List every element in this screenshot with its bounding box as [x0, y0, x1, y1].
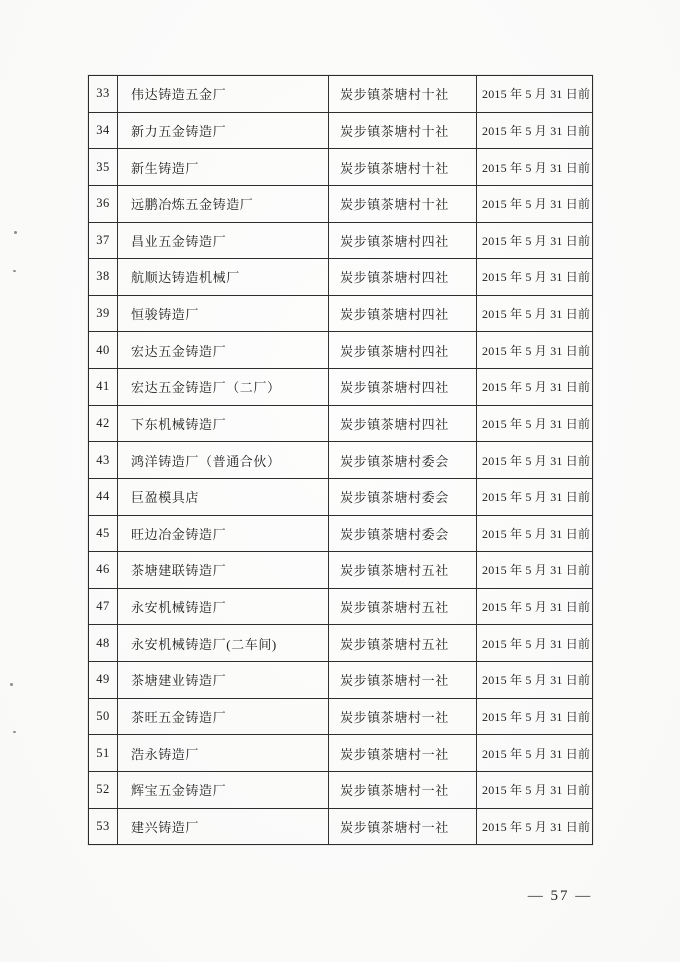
row-number-cell: 38	[89, 259, 118, 295]
table-row	[89, 552, 592, 589]
location-cell: 炭步镇茶塘村一社	[329, 735, 477, 771]
row-number-cell: 53	[89, 809, 118, 845]
deadline-cell: 2015 年 5 月 31 日前	[482, 233, 591, 248]
factory-name-cell: 巨盈模具店	[118, 479, 329, 515]
factory-name-cell: 鸿洋铸造厂（普通合伙）	[118, 442, 329, 478]
deadline-cell: 2015 年 5 月 31 日前	[482, 673, 591, 688]
factory-closure-table	[88, 75, 593, 845]
factory-name-cell: 宏达五金铸造厂	[118, 332, 329, 368]
table-row	[89, 479, 592, 516]
table-row	[89, 406, 592, 443]
table-row	[89, 369, 592, 406]
factory-name-cell: 远鹏冶炼五金铸造厂	[118, 186, 329, 222]
row-number-cell: 52	[89, 772, 118, 808]
table-row	[89, 332, 592, 369]
table-row	[89, 296, 592, 333]
row-number-cell: 40	[89, 332, 118, 368]
deadline-cell: 2015 年 5 月 31 日前	[482, 197, 591, 212]
factory-name-cell: 永安机械铸造厂(二车间)	[118, 625, 329, 661]
deadline-cell: 2015 年 5 月 31 日前	[482, 563, 591, 578]
row-number-cell: 46	[89, 552, 118, 588]
table-row	[89, 223, 592, 260]
deadline-cell: 2015 年 5 月 31 日前	[482, 819, 591, 834]
deadline-cell: 2015 年 5 月 31 日前	[482, 343, 591, 358]
scan-speck	[14, 231, 17, 234]
location-cell: 炭步镇茶塘村四社	[329, 223, 477, 259]
factory-name-cell: 茶塘建联铸造厂	[118, 552, 329, 588]
deadline-cell: 2015 年 5 月 31 日前	[482, 783, 591, 798]
row-number-cell: 39	[89, 296, 118, 332]
table-row	[89, 625, 592, 662]
row-number-cell: 35	[89, 149, 118, 185]
row-number-cell: 51	[89, 735, 118, 771]
table-row	[89, 699, 592, 736]
factory-name-cell: 建兴铸造厂	[118, 809, 329, 845]
table-row	[89, 516, 592, 553]
factory-name-cell: 航顺达铸造机械厂	[118, 259, 329, 295]
factory-name-cell: 下东机械铸造厂	[118, 406, 329, 442]
row-number-cell: 44	[89, 479, 118, 515]
scan-speck	[13, 270, 16, 272]
location-cell: 炭步镇茶塘村十社	[329, 113, 477, 149]
factory-name-cell: 新力五金铸造厂	[118, 113, 329, 149]
location-cell: 炭步镇茶塘村五社	[329, 625, 477, 661]
location-cell: 炭步镇茶塘村委会	[329, 479, 477, 515]
table-row	[89, 442, 592, 479]
deadline-cell: 2015 年 5 月 31 日前	[482, 636, 591, 651]
table-row	[89, 735, 592, 772]
row-number-cell: 49	[89, 662, 118, 698]
table-row	[89, 186, 592, 223]
factory-name-cell: 永安机械铸造厂	[118, 589, 329, 625]
row-number-cell: 48	[89, 625, 118, 661]
location-cell: 炭步镇茶塘村一社	[329, 809, 477, 845]
deadline-cell: 2015 年 5 月 31 日前	[482, 526, 591, 541]
deadline-cell: 2015 年 5 月 31 日前	[482, 746, 591, 761]
table-row	[89, 113, 592, 150]
factory-name-cell: 新生铸造厂	[118, 149, 329, 185]
row-number-cell: 42	[89, 406, 118, 442]
row-number-cell: 41	[89, 369, 118, 405]
table-row	[89, 772, 592, 809]
location-cell: 炭步镇茶塘村四社	[329, 406, 477, 442]
location-cell: 炭步镇茶塘村四社	[329, 259, 477, 295]
table-row	[89, 662, 592, 699]
deadline-cell: 2015 年 5 月 31 日前	[482, 453, 591, 468]
factory-name-cell: 茶旺五金铸造厂	[118, 699, 329, 735]
scan-speck	[10, 683, 13, 686]
factory-name-cell: 浩永铸造厂	[118, 735, 329, 771]
deadline-cell: 2015 年 5 月 31 日前	[482, 709, 591, 724]
row-number-cell: 36	[89, 186, 118, 222]
location-cell: 炭步镇茶塘村委会	[329, 516, 477, 552]
table-row	[89, 809, 592, 845]
row-number-cell: 33	[89, 76, 118, 112]
factory-name-cell: 恒骏铸造厂	[118, 296, 329, 332]
row-number-cell: 34	[89, 113, 118, 149]
location-cell: 炭步镇茶塘村五社	[329, 589, 477, 625]
location-cell: 炭步镇茶塘村五社	[329, 552, 477, 588]
factory-name-cell: 宏达五金铸造厂（二厂）	[118, 369, 329, 405]
deadline-cell: 2015 年 5 月 31 日前	[482, 160, 591, 175]
row-number-cell: 43	[89, 442, 118, 478]
deadline-cell: 2015 年 5 月 31 日前	[482, 416, 591, 431]
factory-name-cell: 辉宝五金铸造厂	[118, 772, 329, 808]
factory-name-cell: 茶塘建业铸造厂	[118, 662, 329, 698]
table-row	[89, 76, 592, 113]
location-cell: 炭步镇茶塘村十社	[329, 186, 477, 222]
location-cell: 炭步镇茶塘村十社	[329, 149, 477, 185]
location-cell: 炭步镇茶塘村一社	[329, 772, 477, 808]
row-number-cell: 37	[89, 223, 118, 259]
table-row	[89, 259, 592, 296]
location-cell: 炭步镇茶塘村十社	[329, 76, 477, 112]
location-cell: 炭步镇茶塘村四社	[329, 369, 477, 405]
factory-name-cell: 昌业五金铸造厂	[118, 223, 329, 259]
location-cell: 炭步镇茶塘村一社	[329, 662, 477, 698]
table-row	[89, 589, 592, 626]
deadline-cell: 2015 年 5 月 31 日前	[482, 123, 591, 138]
deadline-cell: 2015 年 5 月 31 日前	[482, 600, 591, 615]
scan-speck	[13, 731, 16, 733]
location-cell: 炭步镇茶塘村四社	[329, 332, 477, 368]
location-cell: 炭步镇茶塘村一社	[329, 699, 477, 735]
page-number: — 57 —	[527, 888, 593, 904]
deadline-cell: 2015 年 5 月 31 日前	[482, 490, 591, 505]
deadline-cell: 2015 年 5 月 31 日前	[482, 307, 591, 322]
deadline-cell: 2015 年 5 月 31 日前	[482, 270, 591, 285]
location-cell: 炭步镇茶塘村委会	[329, 442, 477, 478]
row-number-cell: 45	[89, 516, 118, 552]
table-row	[89, 149, 592, 186]
row-number-cell: 47	[89, 589, 118, 625]
row-number-cell: 50	[89, 699, 118, 735]
location-cell: 炭步镇茶塘村四社	[329, 296, 477, 332]
factory-name-cell: 伟达铸造五金厂	[118, 76, 329, 112]
factory-name-cell: 旺边冶金铸造厂	[118, 516, 329, 552]
deadline-cell: 2015 年 5 月 31 日前	[482, 380, 591, 395]
deadline-cell: 2015 年 5 月 31 日前	[482, 87, 591, 102]
